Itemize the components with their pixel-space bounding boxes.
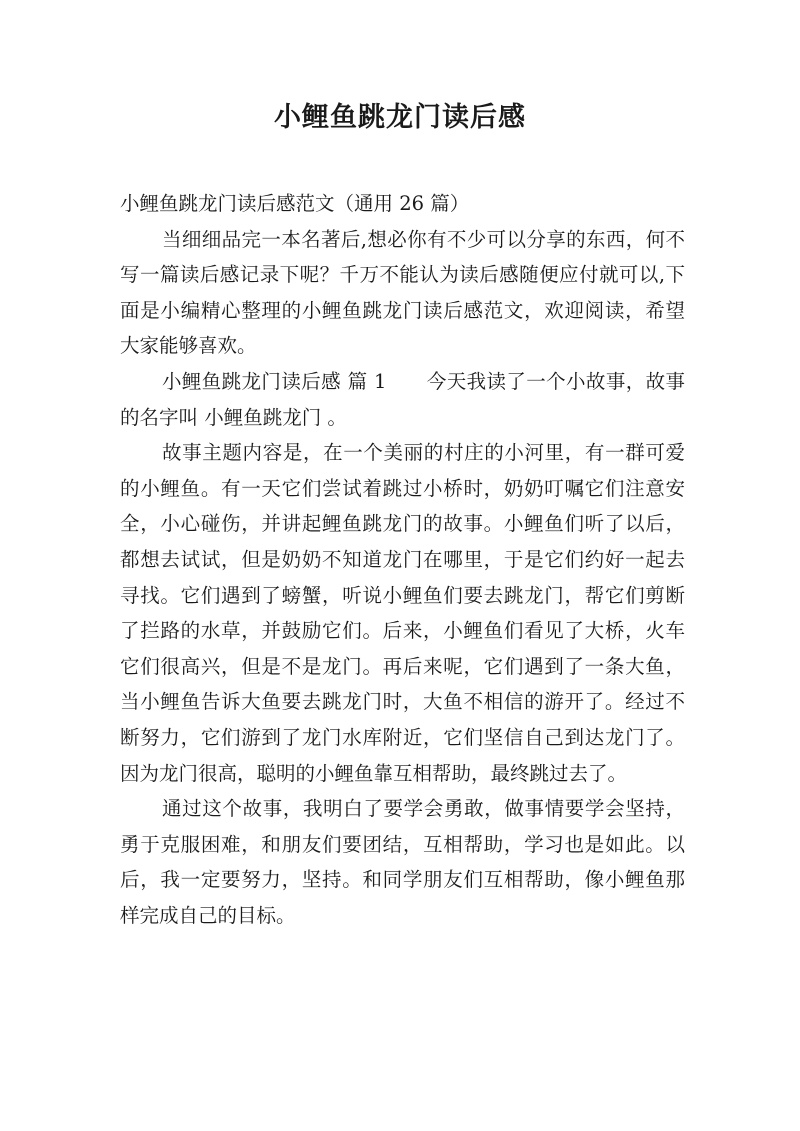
document-subtitle: 小鲤鱼跳龙门读后感范文（通用 26 篇） bbox=[120, 192, 470, 215]
section-paragraph bbox=[120, 364, 685, 435]
story-paragraph: 故事主题内容是，在一个美丽的村庄的小河里，有一群可爱的小鲤鱼。有一天它们尝试着跳过小桥时，奶奶叮嘱它们注意安全，小心碰伤，并讲起鲤鱼跳龙门的故事。小鲤鱼们听了以后，都想去试试，但是奶奶不知道龙门在哪里，于是它们约好一起去寻找。它们遇到了螃蟹，听说小鲤鱼们要去跳龙门，帮它们剪断了拦路的水草，并鼓励它们。后来，小鲤鱼们看见了大桥，火车它们很高兴，但是不是龙门。再后来呢，它们遇到了一条大鱼，当小鲤鱼告诉大鱼要去跳龙门时，大鱼不相信的游开了。经过不断努力，它们游到了龙门水库附近，它们坚信自己到达龙门了。因为龙门很高，聪明的小鲤鱼靠互相帮助，最终跳过去了。 bbox=[120, 441, 685, 785]
intro-paragraph: 当细细品完一本名著后,想必你有不少可以分享的东西，何不写一篇读后感记录下呢？千万不能认为读后感随便应付就可以,下面是小编精心整理的小鲤鱼跳龙门读后感范文，欢迎阅读，希望大家能够喜欢。 bbox=[120, 227, 685, 358]
reflection-paragraph: 通过这个故事，我明白了要学会勇敢，做事情要学会坚持，勇于克服困难，和朋友们要团结，互相帮助，学习也是如此。以后，我一定要努力，坚持。和同学朋友们互相帮助，像小鲤鱼那样完成自己的目标。 bbox=[120, 797, 685, 927]
document-title: 小鲤鱼跳龙门读后感 bbox=[274, 102, 526, 133]
section-heading: 小鲤鱼跳龙门读后感 篇 1 bbox=[162, 369, 387, 393]
document-body bbox=[120, 186, 685, 933]
section-opening: 今天我读了一个小故事，故事的名字叫 小鲤鱼跳龙门 。 bbox=[120, 369, 685, 429]
